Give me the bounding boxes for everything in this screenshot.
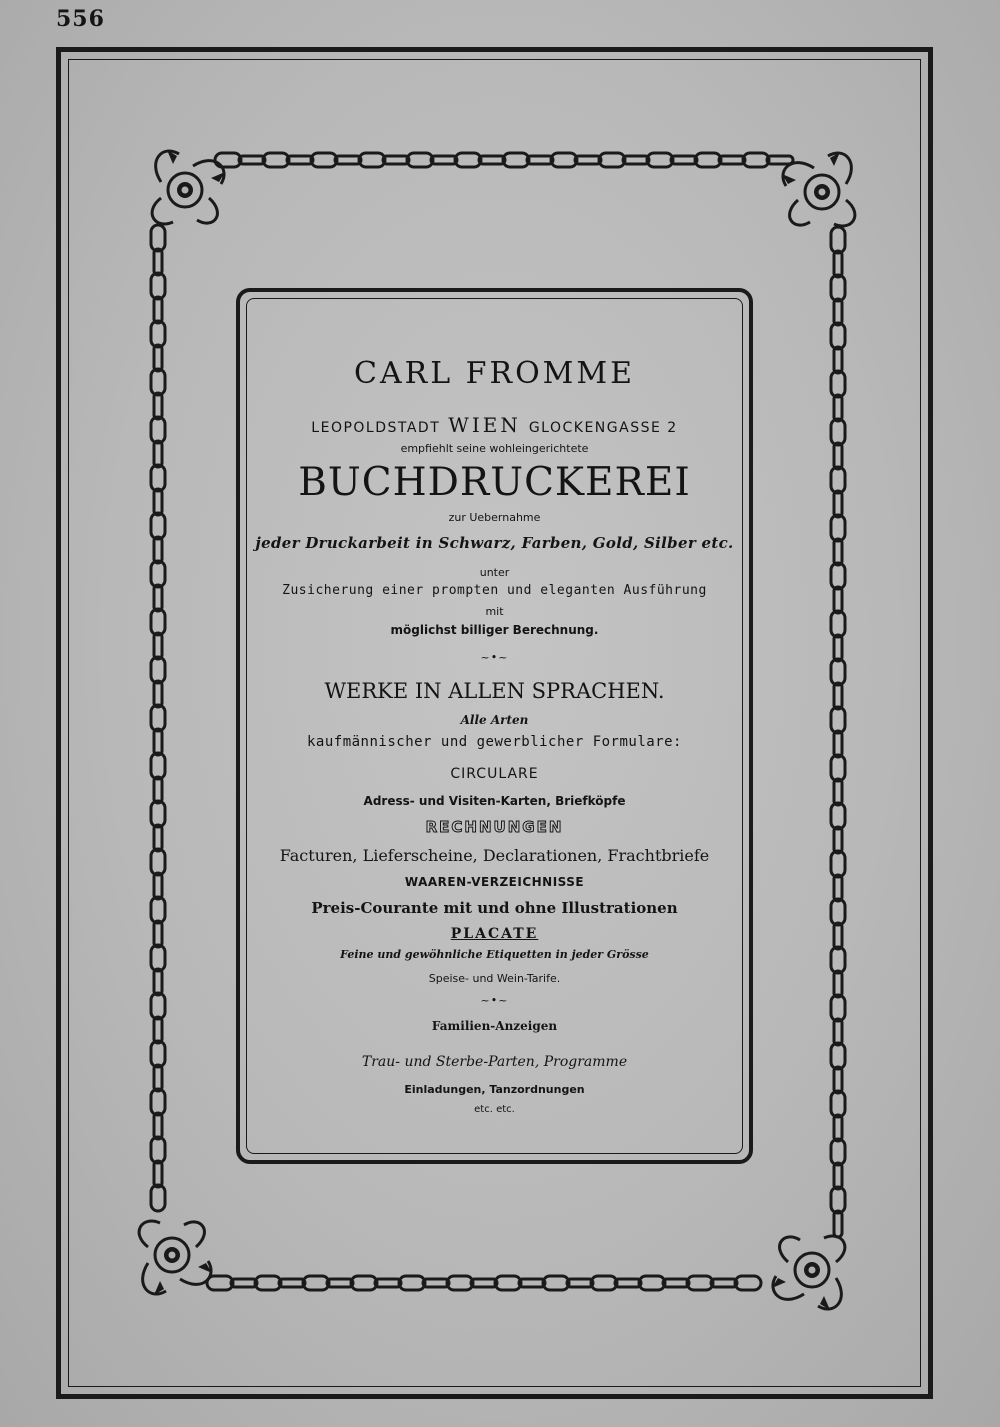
posters-text: PLACATE xyxy=(450,926,539,942)
chain-link xyxy=(831,947,845,973)
divider-ornament: ~•~ xyxy=(480,651,509,664)
chain-link xyxy=(154,345,162,371)
chain-link xyxy=(834,251,842,277)
chain-link xyxy=(151,1185,165,1211)
price-lists-text: Preis-Courante mit und ohne Illustrationen xyxy=(311,899,678,917)
chain-link xyxy=(831,611,845,637)
chain-link xyxy=(154,585,162,611)
chain-link xyxy=(834,539,842,565)
chain-link xyxy=(154,825,162,851)
chain-link xyxy=(647,153,673,167)
chain-link xyxy=(151,657,165,683)
chain-link xyxy=(834,299,842,325)
chain-link xyxy=(834,1163,842,1189)
chain-link xyxy=(383,156,409,164)
address-city: WIEN xyxy=(448,413,521,437)
chain-link xyxy=(207,1276,233,1290)
chain-link xyxy=(834,1067,842,1093)
chain-link xyxy=(154,873,162,899)
chain-link xyxy=(615,1279,641,1287)
chain-link xyxy=(151,417,165,443)
etc-text: etc. etc. xyxy=(474,1104,515,1115)
price-text: möglichst billiger Berechnung. xyxy=(390,623,599,637)
unter-text: unter xyxy=(479,566,510,579)
chain-link xyxy=(543,1276,569,1290)
cards-text: Adress- und Visiten-Karten, Briefköpfe xyxy=(363,794,626,808)
chain-link xyxy=(831,563,845,589)
page-number: 556 xyxy=(56,6,105,32)
chain-link xyxy=(834,875,842,901)
chain-link xyxy=(519,1279,545,1287)
chain-link xyxy=(831,227,845,253)
chain-link xyxy=(834,683,842,709)
all-kinds-text: Alle Arten xyxy=(460,713,529,727)
invitations-text: Einladungen, Tanzordnungen xyxy=(404,1083,585,1096)
chain-link xyxy=(407,153,433,167)
chain-link xyxy=(834,1115,842,1141)
chain-link xyxy=(834,1211,842,1237)
chain-link xyxy=(831,707,845,733)
chain-link xyxy=(831,323,845,349)
menus-text: Speise- und Wein-Tarife. xyxy=(428,972,561,985)
chain-link xyxy=(551,153,577,167)
labels-text: Feine und gewöhnliche Etiquetten in jeder Grösse xyxy=(340,948,649,961)
chain-link xyxy=(154,777,162,803)
assurance-text: Zusicherung einer prompten und eleganten Ausführung xyxy=(282,583,707,598)
chain-link xyxy=(151,1137,165,1163)
chain-link xyxy=(154,249,162,275)
chain-link xyxy=(154,297,162,323)
chain-link xyxy=(151,849,165,875)
chain-link xyxy=(663,1279,689,1287)
chain-link xyxy=(327,1279,353,1287)
business-heading: BUCHDRUCKEREI xyxy=(298,460,691,505)
chain-link xyxy=(623,156,649,164)
chain-link xyxy=(834,347,842,373)
chain-link xyxy=(151,561,165,587)
chain-link xyxy=(575,156,601,164)
mit-text: mit xyxy=(485,605,504,618)
chain-link xyxy=(599,153,625,167)
chain-link xyxy=(151,753,165,779)
chain-link xyxy=(151,609,165,635)
chain-link xyxy=(671,156,697,164)
chain-link xyxy=(399,1276,425,1290)
address-street: GLOCKENGASSE 2 xyxy=(528,420,678,436)
chain-link xyxy=(447,1276,473,1290)
chain-link xyxy=(834,1019,842,1045)
chain-link xyxy=(431,156,457,164)
chain-link xyxy=(151,945,165,971)
chain-link xyxy=(335,156,361,164)
address-district: LEOPOLDSTADT xyxy=(311,420,441,436)
chain-link xyxy=(154,537,162,563)
chain-link xyxy=(719,156,745,164)
chain-link xyxy=(151,993,165,1019)
chain-link xyxy=(567,1279,593,1287)
chain-link xyxy=(831,1043,845,1069)
family-text: Familien-Anzeigen xyxy=(431,1019,558,1033)
divider-ornament-2: ~•~ xyxy=(480,994,509,1007)
chain-link xyxy=(154,921,162,947)
intro-text: empfiehlt seine wohleingerichtete xyxy=(400,442,589,455)
chain-link xyxy=(303,1276,329,1290)
chain-link xyxy=(151,513,165,539)
chain-link xyxy=(834,635,842,661)
chain-link xyxy=(359,153,385,167)
chain-link xyxy=(311,153,337,167)
chain-link xyxy=(231,1279,257,1287)
chain-link xyxy=(154,393,162,419)
chain-link xyxy=(151,1089,165,1115)
chain-link xyxy=(831,659,845,685)
chain-link xyxy=(154,969,162,995)
chain-link xyxy=(831,995,845,1021)
chain-link xyxy=(154,1113,162,1139)
chain-link xyxy=(527,156,553,164)
chain-link xyxy=(423,1279,449,1287)
circulars-text: CIRCULARE xyxy=(450,766,539,782)
chain-link xyxy=(263,153,289,167)
chain-link xyxy=(151,801,165,827)
chain-link xyxy=(831,803,845,829)
chain-link xyxy=(154,681,162,707)
chain-link xyxy=(687,1276,713,1290)
chain-link xyxy=(834,779,842,805)
chain-link xyxy=(591,1276,617,1290)
chain-link xyxy=(834,971,842,997)
chain-link xyxy=(834,731,842,757)
chain-link xyxy=(834,587,842,613)
chain-link xyxy=(834,443,842,469)
chain-link xyxy=(154,1161,162,1187)
chain-link xyxy=(287,156,313,164)
chain-link xyxy=(154,441,162,467)
chain-link xyxy=(151,369,165,395)
chain-link xyxy=(151,321,165,347)
chain-link xyxy=(471,1279,497,1287)
chain-link xyxy=(479,156,505,164)
work-types-text: jeder Druckarbeit in Schwarz, Farben, Gold, Silber etc. xyxy=(255,534,734,552)
chain-link xyxy=(831,515,845,541)
address xyxy=(240,413,749,437)
chain-link xyxy=(639,1276,665,1290)
chain-link xyxy=(831,899,845,925)
invoices-text: RECHNUNGEN xyxy=(425,818,564,836)
corner-ornament-br xyxy=(772,1236,845,1310)
wedding-text: Trau- und Sterbe-Parten, Programme xyxy=(361,1054,628,1070)
documents-text: Facturen, Lieferscheine, Declarationen, Frachtbriefe xyxy=(279,846,710,865)
chain-link xyxy=(151,705,165,731)
chain-link xyxy=(154,489,162,515)
chain-link xyxy=(834,827,842,853)
chain-link xyxy=(279,1279,305,1287)
chain-link xyxy=(711,1279,737,1287)
chain-link xyxy=(255,1276,281,1290)
chain-link xyxy=(375,1279,401,1287)
chain-link xyxy=(735,1276,761,1290)
chain-link xyxy=(831,755,845,781)
chain-link xyxy=(151,273,165,299)
chain-link xyxy=(154,1065,162,1091)
chain-link xyxy=(831,851,845,877)
takeover-text: zur Uebernahme xyxy=(448,511,541,524)
chain-link xyxy=(831,371,845,397)
chain-link xyxy=(503,153,529,167)
chain-link xyxy=(455,153,481,167)
chain-link xyxy=(831,275,845,301)
chain-link xyxy=(215,153,241,167)
chain-link xyxy=(495,1276,521,1290)
chain-link xyxy=(695,153,721,167)
chain-link xyxy=(831,467,845,493)
chain-link xyxy=(151,897,165,923)
chain-link xyxy=(239,156,265,164)
chain-link xyxy=(767,156,793,164)
chain-link xyxy=(834,923,842,949)
company-name: CARL FROMME xyxy=(354,356,635,391)
corner-ornament-bl xyxy=(139,1221,212,1295)
chain-link xyxy=(834,395,842,421)
chain-link xyxy=(151,1041,165,1067)
chain-link xyxy=(154,633,162,659)
chain-link xyxy=(154,729,162,755)
chain-link xyxy=(831,1091,845,1117)
chain-link xyxy=(831,419,845,445)
chain-link xyxy=(151,225,165,251)
chain-link xyxy=(834,491,842,517)
works-heading: WERKE IN ALLEN SPRACHEN. xyxy=(324,679,665,703)
chain-link xyxy=(351,1276,377,1290)
catalogues-text: WAAREN-VERZEICHNISSE xyxy=(404,875,585,889)
chain-link xyxy=(831,1187,845,1213)
chain-link xyxy=(154,1017,162,1043)
chain-link xyxy=(151,465,165,491)
forms-text: kaufmännischer und gewerblicher Formulare: xyxy=(306,734,682,750)
chain-link xyxy=(743,153,769,167)
chain-link xyxy=(831,1139,845,1165)
